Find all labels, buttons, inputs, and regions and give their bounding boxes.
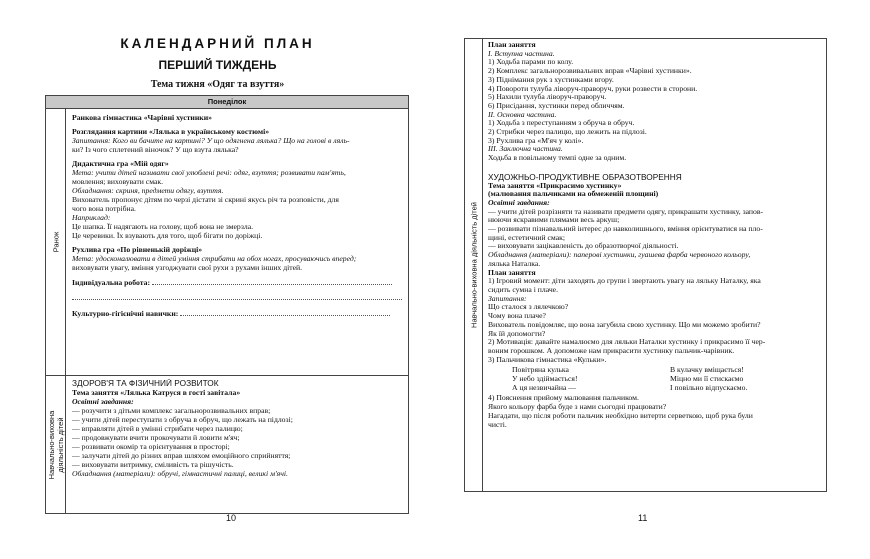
week-theme: Тема тижня «Одяг та взуття» xyxy=(150,79,285,90)
text-line: — розвивати пізнавальний інтерес до навколишнього, вміння орієнтуватися на пло- xyxy=(488,225,763,234)
morning-column xyxy=(46,108,66,375)
text-line: 1) Ходьба з переступанням з обруча в обруч. xyxy=(488,119,635,128)
text-line: ХУДОЖНЬО-ПРОДУКТИВНЕ ОБРАЗОТВОРЕННЯ xyxy=(488,172,682,182)
text-line: ЗДОРОВ'Я ТА ФІЗИЧНИЙ РОЗВИТОК xyxy=(72,379,219,388)
activity-column xyxy=(465,39,483,491)
text-line: 3) Рухлива гра «М'яч у колі». xyxy=(488,136,584,145)
text-line: Нагадати, що після роботи пальчик необхідно витерти серветкою, щоб рука були xyxy=(488,411,753,420)
text-line: виховувати увагу, вміння узгоджувати свої рухи з рухами інших дітей. xyxy=(72,263,303,272)
text-line: — учити дітей переступати з обруча в обруч, що лежать на підлозі; xyxy=(72,415,293,424)
activity-label: Навчально-виховна діяльність дітей xyxy=(46,410,65,480)
fill-line xyxy=(72,292,402,300)
text-line: — виховувати зацікавленість до образотворчої діяльності. xyxy=(488,242,679,251)
activity-content xyxy=(72,379,406,478)
text-line: 1) Ходьба парами по колу. xyxy=(488,58,574,67)
individual-work-label: Індивідуальна робота: xyxy=(72,278,151,287)
text-line: План заняття xyxy=(488,41,536,49)
text-line: Рухлива гра «По рівненькій доріжці» xyxy=(72,245,203,254)
text-line: чисті. xyxy=(488,420,507,429)
text-line: — виховувати витримку, сміливість та рішучість. xyxy=(72,460,234,469)
text-line: Обладнання (матеріали): паперові хустинки, гуашева фарба червоного кольору, xyxy=(488,251,751,260)
text-line: — розучити з дітьми комплекс загальнорозвивальних вправ; xyxy=(72,406,271,415)
text-line: 5) Нахили тулуба ліворуч-праворуч. xyxy=(488,93,607,102)
text-line: Чому вона плаче? xyxy=(488,312,546,321)
text-line: 2) Мотивація: давайте намалюємо для ляльки Наталки хустинку і прикрасимо її чер- xyxy=(488,338,766,347)
text-line: Наприклад: xyxy=(72,213,111,222)
hygiene-skills-label: Культурно-гігієнічні навички: xyxy=(72,309,179,318)
text-line: Як їй допомогти? xyxy=(488,329,546,338)
text-line: Тема заняття «Лялька Катруся в гості завітала» xyxy=(72,388,241,397)
text-line: лялька Наталка. xyxy=(488,259,541,268)
text-line: Обладнання (матеріали): обручі, гімнастичні палиці, великі м'ячі. xyxy=(72,469,288,478)
text-line: воним горошком. А допоможе нам прикрасити хустинку пальчик-чарівник. xyxy=(488,346,735,355)
text-line: Що сталося з лялечкою? xyxy=(488,303,569,312)
poem-line: Повітряна кулька xyxy=(512,366,569,375)
text-line: мовлення; виховувати смак. xyxy=(72,177,164,186)
day-header: Понеділок xyxy=(46,96,408,109)
text-line: ІІІ. Заключна частина. xyxy=(488,145,563,154)
text-line: 4) Повороти тулуба ліворуч-праворуч, руки розвести в сторони. xyxy=(488,84,698,93)
text-line: 3) Піднімання рук з хустинками вгору. xyxy=(488,75,614,84)
text-line: — вправляти дітей в умінні стрибати через палицю; xyxy=(72,424,243,433)
text-line: Це черевики. Їх взувають для того, щоб бігати по доріжці. xyxy=(72,231,263,240)
text-line: ІІ. Основна частина. xyxy=(488,110,557,119)
poem-line: Міцно ми її стискаємо xyxy=(670,374,744,384)
text-line: Дидактична гра «Мій одяг» xyxy=(72,159,169,168)
text-line: 2) Стрибки через палицю, що лежить на підлозі. xyxy=(488,128,647,137)
fill-line xyxy=(180,308,390,316)
page-number: 10 xyxy=(226,513,237,523)
poem-line: В кулачку вміщається! xyxy=(670,366,744,375)
text-line: І. Вступна частина. xyxy=(488,49,555,58)
text-line: — учити дітей розрізняти та називати предмети одягу, прикрашати хустинку, запов- xyxy=(488,207,764,216)
activity-content xyxy=(488,41,824,429)
text-line: Освітні завдання: xyxy=(72,397,134,406)
right-page xyxy=(435,0,870,559)
text-line: — продовжувати вчити прокочувати й ловити м'яч; xyxy=(72,433,240,442)
text-line: (малювання пальчиками на обмеженій площині) xyxy=(488,190,659,199)
text-line: Мета: учити дітей називати свої улюблені речі: одяг, взуття; розвивати пам'ять, xyxy=(72,168,346,177)
morning-content xyxy=(72,113,406,318)
activity-label: Навчально-виховна діяльність дітей xyxy=(469,202,478,328)
page-title: КАЛЕНДАРНИЙ ПЛАН xyxy=(120,36,315,51)
text-line: Ходьба в повільному темпі одне за одним. xyxy=(488,154,627,163)
text-line: сидить сумна і плаче. xyxy=(488,285,559,294)
week-title: ПЕРШИЙ ТИЖДЕНЬ xyxy=(158,58,277,72)
text-line: 1) Ігровий момент: діти заходять до групи і звертають увагу на ляльку Наталку, яка xyxy=(488,277,761,286)
text-line: — розвивати окомір та орієнтування в просторі; xyxy=(72,442,230,451)
text-line: Розглядання картини «Лялька в українському костюмі» xyxy=(72,127,270,136)
poem-line: А ця незвичайна — xyxy=(512,382,576,392)
text-line: Це шапка. Її надягають на голову, щоб вона не змерзла. xyxy=(72,222,254,231)
schedule-table-left xyxy=(45,95,409,514)
text-line: нюючи яскравими плямами весь аркуш; xyxy=(488,216,620,225)
text-line: чого вона потрібна. xyxy=(72,204,136,213)
text-line: Освітні завдання: xyxy=(488,198,550,207)
text-line: Вихователь пропонує дітям по черзі дістати зі скрині якусь річ та розповісти, для xyxy=(72,195,339,204)
activity-column xyxy=(46,376,66,514)
text-line: Ранкова гімнастика «Чарівні хустинки» xyxy=(72,113,212,122)
fill-line xyxy=(152,277,392,285)
text-line: Мета: удосконалювати в дітей уміння стрибати на обох ногах, просуваючись вперед; xyxy=(72,254,357,263)
text-line: Якого кольору фарба буде з нами сьогодні працювати? xyxy=(488,403,667,412)
morning-label: Ранок xyxy=(51,231,60,252)
text-line: 3) Пальчикова гімнастика «Кульки». xyxy=(488,355,607,364)
text-line: ки? Із чого сплетений віночок? У що взута лялька? xyxy=(72,145,239,154)
poem-block xyxy=(512,366,824,392)
text-line: 4) Пояснення прийому малювання пальчиком. xyxy=(488,394,639,403)
text-line: Запитання: Кого ви бачите на картині? У що одягнена лялька? Що на голові в ляль- xyxy=(72,136,350,145)
text-line: Тема заняття «Прикрасимо хустинку» xyxy=(488,181,622,190)
text-line: План заняття xyxy=(488,268,536,277)
poem-line: У небо здіймається! xyxy=(512,374,578,384)
schedule-table-right xyxy=(464,38,827,492)
text-line: 2) Комплекс загальнорозвивальних вправ «Чарівні хустинки». xyxy=(488,67,692,76)
row-divider xyxy=(46,375,408,376)
text-line: Обладнання: скриня, предмети одягу, взуття. xyxy=(72,186,224,195)
text-line: щині, естетичний смак; xyxy=(488,233,566,242)
text-line: Вихователь повідомляє, що вона загубила свою хустинку. Що ми можемо зробити? xyxy=(488,320,761,329)
text-line: 6) Присідання, хустинки перед обличчям. xyxy=(488,101,625,110)
page-number: 11 xyxy=(638,513,648,523)
poem-line: І повільно відпускаємо. xyxy=(670,382,748,392)
text-line: — залучати дітей до різних вправ шляхом емоційного сприйняття; xyxy=(72,451,291,460)
text-line: Запитання: xyxy=(488,294,527,303)
